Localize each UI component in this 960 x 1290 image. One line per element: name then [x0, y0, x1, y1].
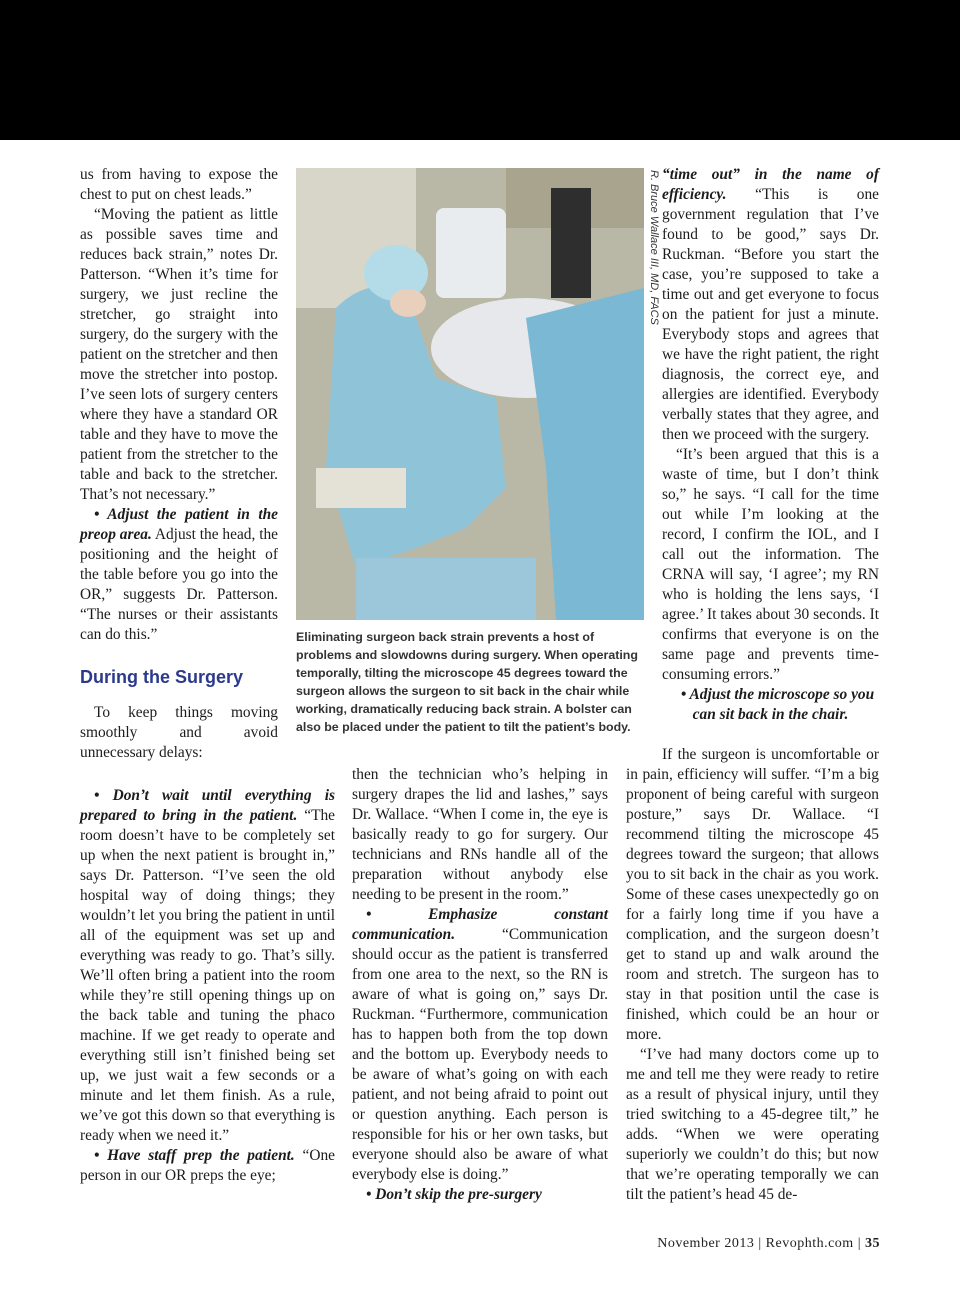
paragraph: “It’s been argued that this is a waste of time, but I don’t think so,” he says. “I call for the time out while I’m looking at the record, I confirm the IOL, and I call out the information. The CRNA will say, ‘I agree’; my RN who is holding the lens says, ‘I agree.’ It takes about 30 seconds. It confirms that everyone is on the same page and prevents time-consuming errors.” [662, 446, 879, 683]
bullet-lead: • Don’t wait until everything is prepared to bring in the patient. [80, 787, 335, 824]
bullet-lead: • Have staff prep the patient. [94, 1147, 295, 1164]
surgery-photo [296, 168, 644, 620]
bullet-lead: • Adjust the microscope so you can sit back in the chair. [680, 686, 875, 723]
bullet-lead: • Don’t skip the pre-surgery [366, 1186, 542, 1203]
section-heading: During the Surgery [80, 667, 244, 687]
bullet-lead: “time out” in the name of efficiency. [662, 166, 879, 203]
paragraph: • Don’t wait until everything is prepared to bring in the patient. “The room doesn’t have to be completely set up when the next patient is brought in,” says Dr. Patterson. “I’ve seen the old hospital way of doing things; they wouldn’t let you bring the patient in until all of the equipment was set up and everything was ready to go. That’s silly. We’ll often bring a patient into the room while they’re still opening things up on the back table and tuning the phaco machine. If we get ready to operate and everything still isn’t finished being set up, we just wait a few seconds or a minute and let them finish. As a rule, we’ve got this down so that everything is ready when we need it.” [80, 787, 335, 1144]
column-1-upper [80, 165, 278, 763]
paragraph [352, 1185, 608, 1205]
header-bar [0, 0, 960, 140]
photo-credit: R. Bruce Wallace III, MD, FACS [648, 170, 660, 325]
paragraph: • Have staff prep the patient. “One person in our OR preps the eye; [80, 1147, 335, 1184]
page-number: 35 [865, 1236, 880, 1251]
paragraph [662, 685, 879, 725]
paragraph: then the technician who’s helping in surgery drapes the lid and lashes,” says Dr. Wallace. “When I come in, the eye is basically ready to go for surgery. Our technicians and RNs handle all of the preparation without anybody else needing to be present in the room.” [352, 766, 608, 903]
footer-site: Revophth.com [765, 1236, 854, 1251]
paragraph: “I’ve had many doctors come up to me and tell me they were ready to retire as a result of physical injury, until they tried switching to a 45-degree tilt,” he adds. “When we were operating superiorly we couldn’t do this; but now that we’re operating temporally we can tilt the patient’s head 45 de- [626, 1046, 879, 1203]
photo-caption: Eliminating surgeon back strain prevents a host of problems and slowdowns during surgery. When operating temporally, tilting the microscope 45 degrees toward the surgeon allows the surgeon to sit back in the chair while working, dramatically reducing back strain. A bolster can also be placed under the patient to tilt the patient’s body. [296, 630, 638, 734]
column-1-lower [80, 726, 335, 1186]
paragraph: us from having to expose the chest to put on chest leads.” [80, 166, 278, 203]
paragraph: “Moving the patient as little as possible saves time and reduces back strain,” notes Dr. Patterson. “When it’s time for surgery, we just recline the stretcher, go straight into surgery, do the surgery with the patient on the stretcher and then move the stretcher into postop. I’ve seen lots of surgery centers where they have a standard OR table and they have to move the patient from the stretcher to the table and back to the stretcher. That’s not necessary.” [80, 206, 278, 503]
paragraph: If the surgeon is uncomfortable or in pain, efficiency will suffer. “I’m a big proponent of being careful with surgeon posture,” says Dr. Wallace. “I recommend tilting the microscope 45 degrees toward the surgeon; that allows you to sit back in the chair as you work. Some of these cases unexpectedly go on for a fairly long time if you have a complication, and the surgeon doesn’t get to stand up and walk around the room and stretch. The surgeon has to stay in that position until the case is finished, which could be an hour or more. [626, 746, 879, 1043]
column-3-upper [662, 165, 879, 725]
column-2 [352, 765, 608, 1205]
bullet-lead: • Emphasize constant communication. [352, 906, 608, 943]
footer-date: November 2013 [657, 1236, 755, 1251]
intro-paragraph: To keep things moving smoothly and avoid unnecessary delays: [80, 704, 278, 761]
paragraph: • Emphasize constant communication. “Communication should occur as the patient is transferred from one area to the next, so the RN is aware of what is going on,” says Dr. Ruckman. “Furthermore, communication has to happen both from the top down and the bottom up. Everybody needs to be aware of what’s going on with each patient, and not being afraid to point out or question anything. Each person is responsible for his or her own tasks, but everyone should also be aware of what everybody else is doing.” [352, 906, 608, 1183]
photo-illustration [296, 168, 644, 620]
paragraph: • Adjust the patient in the preop area. Adjust the head, the positioning and the height of the table before you go into the OR,” suggests Dr. Patterson. “The nurses or their assistants can do this.” [80, 506, 278, 643]
column-3-lower [626, 745, 879, 1205]
bullet-lead: • Adjust the patient in the preop area. [80, 506, 278, 543]
paragraph: “time out” in the name of efficiency. “This is one government regulation that I’ve found to be good,” says Dr. Ruckman. “Before you start the case, you’re supposed to take a time out and get everyone to focus on the patient for just a minute. Everybody stops and agrees that we have the right patient, the right diagnosis, the correct eye, and allergies are identified. Everybody verbally states that they agree, and then we proceed with the surgery. [662, 166, 879, 443]
page-footer: November 2013 | Revophth.com | 35 [657, 1236, 880, 1251]
